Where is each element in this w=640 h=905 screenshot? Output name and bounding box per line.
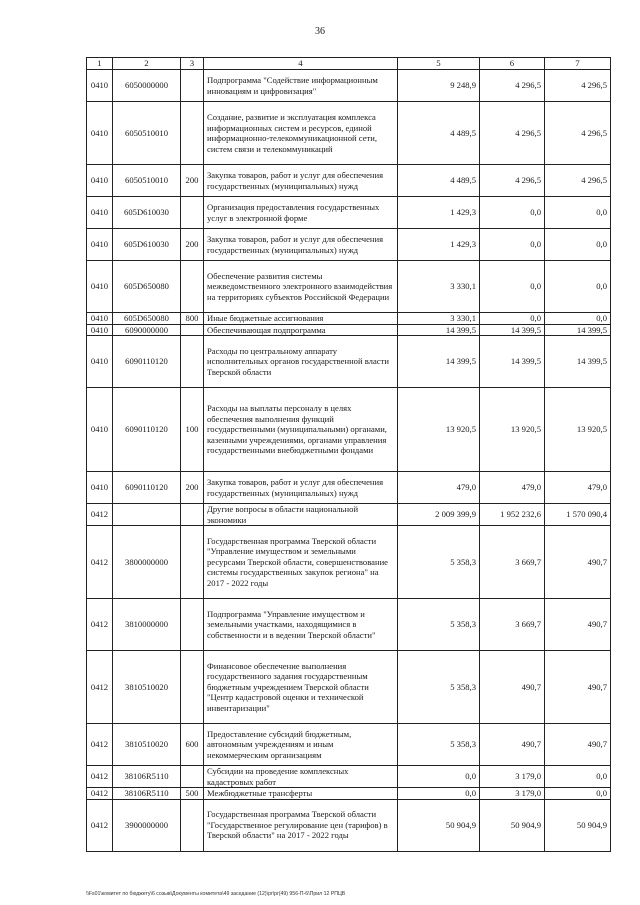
table-row	[87, 229, 611, 261]
target-article-cell: 38106R5110	[113, 766, 181, 788]
target-article-cell: 605D650080	[113, 261, 181, 313]
amount-year1-cell: 14 399,5	[398, 324, 480, 336]
header-cell: 3	[181, 58, 204, 70]
amount-year3-cell: 0,0	[545, 197, 611, 229]
target-article-cell: 3810510020	[113, 651, 181, 724]
amount-year3-cell: 13 920,5	[545, 388, 611, 472]
amount-year3-cell: 0,0	[545, 788, 611, 800]
target-article-cell: 605D610030	[113, 229, 181, 261]
item-name-cell: Другие вопросы в области национальной экономики	[204, 504, 398, 526]
amount-year2-cell: 490,7	[480, 651, 545, 724]
expense-type-cell: 200	[181, 472, 204, 504]
section-code-cell: 0410	[87, 472, 113, 504]
section-code-cell: 0410	[87, 102, 113, 165]
section-code-cell: 0410	[87, 388, 113, 472]
item-name-cell: Подпрограмма "Управление имуществом и земельными участками, находящимися в собственности и в ведении Тверской области"	[204, 599, 398, 651]
header-cell: 2	[113, 58, 181, 70]
section-code-cell: 0410	[87, 336, 113, 388]
target-article-cell: 6090110120	[113, 472, 181, 504]
expense-type-cell	[181, 197, 204, 229]
expense-type-cell	[181, 324, 204, 336]
amount-year1-cell: 1 429,3	[398, 229, 480, 261]
header-cell: 4	[204, 58, 398, 70]
amount-year2-cell: 14 399,5	[480, 336, 545, 388]
amount-year3-cell: 4 296,5	[545, 102, 611, 165]
section-code-cell: 0412	[87, 651, 113, 724]
expense-type-cell	[181, 799, 204, 851]
amount-year1-cell: 5 358,3	[398, 651, 480, 724]
item-name-cell: Обеспечение развития системы межведомственного электронного взаимодействия на территориях субъектов Российской Федерации	[204, 261, 398, 313]
item-name-cell: Государственная программа Тверской области "Управление имуществом и земельными ресурсами Тверской области, совершенствование системы государственных закупок региона" на 2017 - 2022 годы	[204, 526, 398, 599]
amount-year3-cell: 490,7	[545, 599, 611, 651]
item-name-cell: Финансовое обеспечение выполнения государственного задания государственным бюджетным учреждением Тверской области "Центр кадастровой оценки и технической инвентаризации"	[204, 651, 398, 724]
item-name-cell: Организация предоставления государственных услуг в электронной форме	[204, 197, 398, 229]
target-article-cell: 6090110120	[113, 388, 181, 472]
table-row	[87, 504, 611, 526]
target-article-cell: 605D650080	[113, 313, 181, 325]
amount-year1-cell: 0,0	[398, 788, 480, 800]
expense-type-cell	[181, 526, 204, 599]
section-code-cell: 0412	[87, 766, 113, 788]
amount-year1-cell: 50 904,9	[398, 799, 480, 851]
expense-type-cell	[181, 102, 204, 165]
table-row	[87, 102, 611, 165]
expense-type-cell	[181, 651, 204, 724]
expense-type-cell	[181, 766, 204, 788]
header-cell: 7	[545, 58, 611, 70]
section-code-cell: 0410	[87, 324, 113, 336]
section-code-cell: 0412	[87, 526, 113, 599]
section-code-cell: 0410	[87, 70, 113, 102]
section-code-cell: 0412	[87, 788, 113, 800]
amount-year3-cell: 1 570 090,4	[545, 504, 611, 526]
table-row	[87, 261, 611, 313]
amount-year3-cell: 4 296,5	[545, 70, 611, 102]
amount-year2-cell: 14 399,5	[480, 324, 545, 336]
amount-year3-cell: 490,7	[545, 724, 611, 766]
amount-year2-cell: 3 179,0	[480, 788, 545, 800]
amount-year2-cell: 490,7	[480, 724, 545, 766]
amount-year1-cell: 5 358,3	[398, 724, 480, 766]
expense-type-cell: 500	[181, 788, 204, 800]
section-code-cell: 0410	[87, 313, 113, 325]
section-code-cell: 0410	[87, 165, 113, 197]
budget-table	[86, 57, 611, 852]
section-code-cell: 0410	[87, 261, 113, 313]
table-row	[87, 472, 611, 504]
section-code-cell: 0412	[87, 724, 113, 766]
expense-type-cell: 600	[181, 724, 204, 766]
footer-file-path: \\Fs01\комитет по бюджету\6 созыв\Документы комитета\49 заседание (12)\pr\pr(49) 956-П-6\Прил 12 РПЦВ	[86, 891, 346, 897]
expense-type-cell	[181, 70, 204, 102]
item-name-cell: Расходы на выплаты персоналу в целях обеспечения выполнения функций государственными (муниципальными) органами, казенными учреждениями, органами управления государственными внебюджетными фондами	[204, 388, 398, 472]
table-row	[87, 788, 611, 800]
amount-year1-cell: 1 429,3	[398, 197, 480, 229]
expense-type-cell	[181, 504, 204, 526]
target-article-cell: 38106R5110	[113, 788, 181, 800]
table-row	[87, 324, 611, 336]
amount-year3-cell: 0,0	[545, 313, 611, 325]
amount-year3-cell: 14 399,5	[545, 336, 611, 388]
target-article-cell: 3800000000	[113, 526, 181, 599]
expense-type-cell	[181, 261, 204, 313]
table-row	[87, 799, 611, 851]
amount-year2-cell: 4 296,5	[480, 165, 545, 197]
item-name-cell: Государственная программа Тверской области "Государственное регулирование цен (тарифов) в Тверской области" на 2017 - 2022 годы	[204, 799, 398, 851]
section-code-cell: 0410	[87, 197, 113, 229]
table-row	[87, 526, 611, 599]
item-name-cell: Субсидии на проведение комплексных кадастровых работ	[204, 766, 398, 788]
amount-year1-cell: 14 399,5	[398, 336, 480, 388]
amount-year3-cell: 479,0	[545, 472, 611, 504]
amount-year2-cell: 0,0	[480, 313, 545, 325]
item-name-cell: Обеспечивающая подпрограмма	[204, 324, 398, 336]
item-name-cell: Закупка товаров, работ и услуг для обеспечения государственных (муниципальных) нужд	[204, 472, 398, 504]
amount-year3-cell: 0,0	[545, 261, 611, 313]
section-code-cell: 0412	[87, 599, 113, 651]
table-row	[87, 336, 611, 388]
target-article-cell: 6090110120	[113, 336, 181, 388]
amount-year2-cell: 0,0	[480, 197, 545, 229]
amount-year2-cell: 1 952 232,6	[480, 504, 545, 526]
table-header-row	[87, 58, 611, 70]
item-name-cell: Иные бюджетные ассигнования	[204, 313, 398, 325]
item-name-cell: Предоставление субсидий бюджетным, автономным учреждениям и иным некоммерческим организациям	[204, 724, 398, 766]
item-name-cell: Расходы по центральному аппарату исполнительных органов государственной власти Тверской области	[204, 336, 398, 388]
table-row	[87, 651, 611, 724]
amount-year1-cell: 0,0	[398, 766, 480, 788]
expense-type-cell	[181, 599, 204, 651]
amount-year3-cell: 0,0	[545, 229, 611, 261]
target-article-cell: 6050510010	[113, 102, 181, 165]
section-code-cell: 0410	[87, 229, 113, 261]
amount-year2-cell: 3 669,7	[480, 526, 545, 599]
amount-year2-cell: 0,0	[480, 229, 545, 261]
table-row	[87, 70, 611, 102]
expense-type-cell: 100	[181, 388, 204, 472]
amount-year3-cell: 490,7	[545, 526, 611, 599]
amount-year3-cell: 0,0	[545, 766, 611, 788]
amount-year2-cell: 3 179,0	[480, 766, 545, 788]
expense-type-cell	[181, 336, 204, 388]
amount-year3-cell: 4 296,5	[545, 165, 611, 197]
amount-year1-cell: 3 330,1	[398, 261, 480, 313]
header-cell: 1	[87, 58, 113, 70]
table-row	[87, 766, 611, 788]
amount-year2-cell: 0,0	[480, 261, 545, 313]
amount-year3-cell: 50 904,9	[545, 799, 611, 851]
item-name-cell: Создание, развитие и эксплуатация комплекса информационных систем и ресурсов, единой информационно-телекоммуникационной сети, систем связи и телекоммуникаций	[204, 102, 398, 165]
amount-year1-cell: 479,0	[398, 472, 480, 504]
table-row	[87, 197, 611, 229]
header-cell: 6	[480, 58, 545, 70]
target-article-cell: 3810000000	[113, 599, 181, 651]
page-number: 36	[315, 26, 325, 37]
target-article-cell	[113, 504, 181, 526]
amount-year1-cell: 5 358,3	[398, 599, 480, 651]
target-article-cell: 6050510010	[113, 165, 181, 197]
item-name-cell: Межбюджетные трансферты	[204, 788, 398, 800]
amount-year2-cell: 3 669,7	[480, 599, 545, 651]
amount-year2-cell: 479,0	[480, 472, 545, 504]
amount-year2-cell: 13 920,5	[480, 388, 545, 472]
amount-year1-cell: 5 358,3	[398, 526, 480, 599]
amount-year3-cell: 14 399,5	[545, 324, 611, 336]
amount-year1-cell: 9 248,9	[398, 70, 480, 102]
amount-year1-cell: 4 489,5	[398, 102, 480, 165]
target-article-cell: 6050000000	[113, 70, 181, 102]
table-row	[87, 388, 611, 472]
item-name-cell: Подпрограмма "Содействие информационным инновациям и цифровизация"	[204, 70, 398, 102]
amount-year3-cell: 490,7	[545, 651, 611, 724]
table-row	[87, 599, 611, 651]
target-article-cell: 6090000000	[113, 324, 181, 336]
amount-year1-cell: 3 330,1	[398, 313, 480, 325]
amount-year1-cell: 13 920,5	[398, 388, 480, 472]
target-article-cell: 605D610030	[113, 197, 181, 229]
item-name-cell: Закупка товаров, работ и услуг для обеспечения государственных (муниципальных) нужд	[204, 165, 398, 197]
amount-year2-cell: 4 296,5	[480, 102, 545, 165]
item-name-cell: Закупка товаров, работ и услуг для обеспечения государственных (муниципальных) нужд	[204, 229, 398, 261]
target-article-cell: 3900000000	[113, 799, 181, 851]
expense-type-cell: 200	[181, 165, 204, 197]
amount-year2-cell: 4 296,5	[480, 70, 545, 102]
expense-type-cell: 200	[181, 229, 204, 261]
table-row	[87, 313, 611, 325]
target-article-cell: 3810510020	[113, 724, 181, 766]
section-code-cell: 0412	[87, 799, 113, 851]
expense-type-cell: 800	[181, 313, 204, 325]
amount-year2-cell: 50 904,9	[480, 799, 545, 851]
section-code-cell: 0412	[87, 504, 113, 526]
table-row	[87, 724, 611, 766]
amount-year1-cell: 4 489,5	[398, 165, 480, 197]
amount-year1-cell: 2 009 399,9	[398, 504, 480, 526]
table-row	[87, 165, 611, 197]
header-cell: 5	[398, 58, 480, 70]
